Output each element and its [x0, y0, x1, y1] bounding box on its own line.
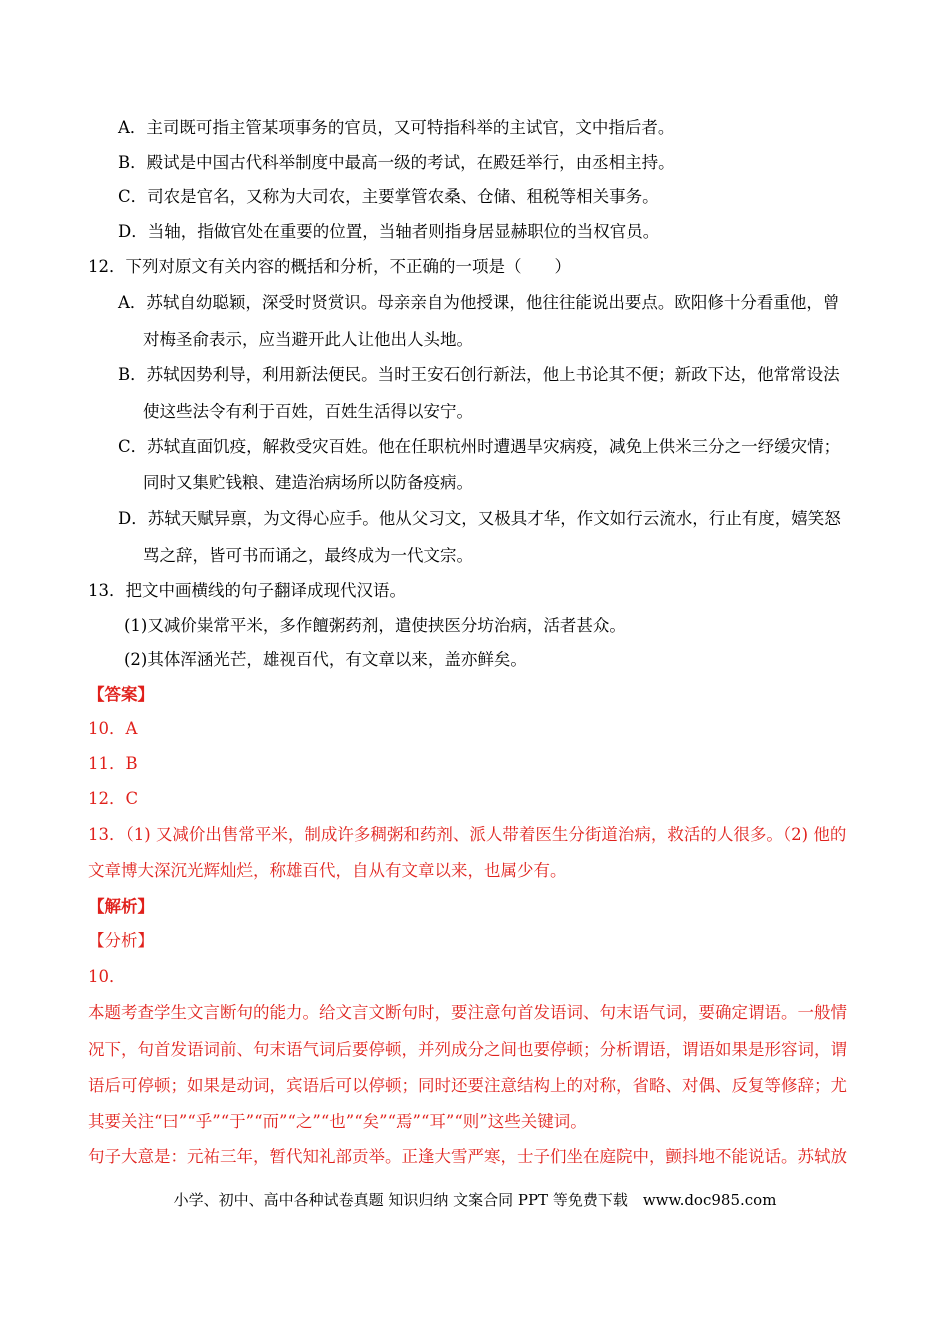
q13-stem: 13．把文中画横线的句子翻译成现代汉语。 — [88, 581, 406, 600]
analysis-line-4: 其要关注“曰”“乎”“于”“而”“之”“也”“矣”“焉”“耳”“则”这些关键词。 — [88, 1112, 587, 1131]
q12-option-b: B．苏轼因势利导，利用新法便民。当时王安石创行新法，他上书论其不便；新政下达，他常常设法 — [118, 365, 840, 384]
analysis-line-5: 句子大意是：元祐三年，暂代知礼部贡举。正逢大雪严寒，士子们坐在庭院中，颤抖地不能说话。苏轼放 — [88, 1147, 847, 1166]
q11-option-b: B．殿试是中国古代科举制度中最高一级的考试，在殿廷举行，由丞相主持。 — [118, 153, 675, 172]
answer-12: 12．C — [88, 789, 139, 808]
q12-option-c: C．苏轼直面饥疫，解救受灾百姓。他在任职杭州时遭遇旱灾病疫，减免上供米三分之一纾缓灾情； — [118, 437, 841, 456]
q12-stem: 12．下列对原文有关内容的概括和分析，不正确的一项是（ ） — [88, 257, 571, 276]
q11-option-c: C．司农是官名，又称为大司农，主要掌管农桑、仓储、租税等相关事务。 — [118, 187, 659, 206]
q13-item-2: (2)其体浑涵光芒，雄视百代，有文章以来，盖亦鲜矣。 — [124, 650, 527, 669]
q12-option-c-cont: 同时又集贮钱粮、建造治病场所以防备疫病。 — [143, 473, 473, 492]
page-footer: 小学、初中、高中各种试卷真题 知识归纳 文案合同 PPT 等免费下载 www.doc985.com — [173, 1191, 777, 1209]
q12-option-d: D．苏轼天赋异禀，为文得心应手。他从父习文，又极具才华，作文如行云流水，行止有度，嬉笑怒 — [118, 509, 841, 528]
analysis-number: 10． — [88, 967, 126, 986]
q11-option-d: D．当轴，指做官处在重要的位置，当轴者则指身居显赫职位的当权官员。 — [118, 222, 660, 241]
analysis-line-1: 本题考查学生文言断句的能力。给文言文断句时，要注意句首发语词、句末语气词，要确定谓语。一般情 — [88, 1003, 847, 1022]
q11-option-a: A．主司既可指主管某项事务的官员，又可特指科举的主试官，文中指后者。 — [118, 118, 675, 137]
q12-option-a: A．苏轼自幼聪颖，深受时贤赏识。母亲亲自为他授课，他往往能说出要点。欧阳修十分看重他，曾 — [118, 293, 840, 312]
q13-item-1: (1)又减价粜常平米，多作饘粥药剂，遣使挟医分坊治病，活者甚众。 — [124, 616, 626, 635]
q12-option-a-cont: 对梅圣俞表示，应当避开此人让他出人头地。 — [143, 330, 473, 349]
answer-13-line-1: 13．（1) 又减价出售常平米，制成许多稠粥和药剂、派人带着医生分街道治病，救活的人很多。（2) 他的 — [88, 825, 847, 844]
analysis-heading: 【解析】 — [88, 897, 154, 916]
analysis-line-2: 况下，句首发语词前、句末语气词后要停顿，并列成分之间也要停顿；分析谓语，谓语如果是形容词，谓 — [88, 1040, 847, 1059]
answer-11: 11．B — [88, 754, 138, 773]
analysis-line-3: 语后可停顿；如果是动词，宾语后可以停顿；同时还要注意结构上的对称，省略、对偶、反复等修辞；尤 — [88, 1076, 847, 1095]
answer-13-line-2: 文章博大深沉光辉灿烂，称雄百代，自从有文章以来，也属少有。 — [88, 861, 567, 880]
answer-heading: 【答案】 — [88, 685, 154, 704]
answer-10: 10．A — [88, 719, 138, 738]
analysis-sub-heading: 【分析】 — [88, 931, 154, 950]
q12-option-b-cont: 使这些法令有利于百姓，百姓生活得以安宁。 — [143, 402, 473, 421]
q12-option-d-cont: 骂之辞，皆可书而诵之，最终成为一代文宗。 — [143, 546, 473, 565]
